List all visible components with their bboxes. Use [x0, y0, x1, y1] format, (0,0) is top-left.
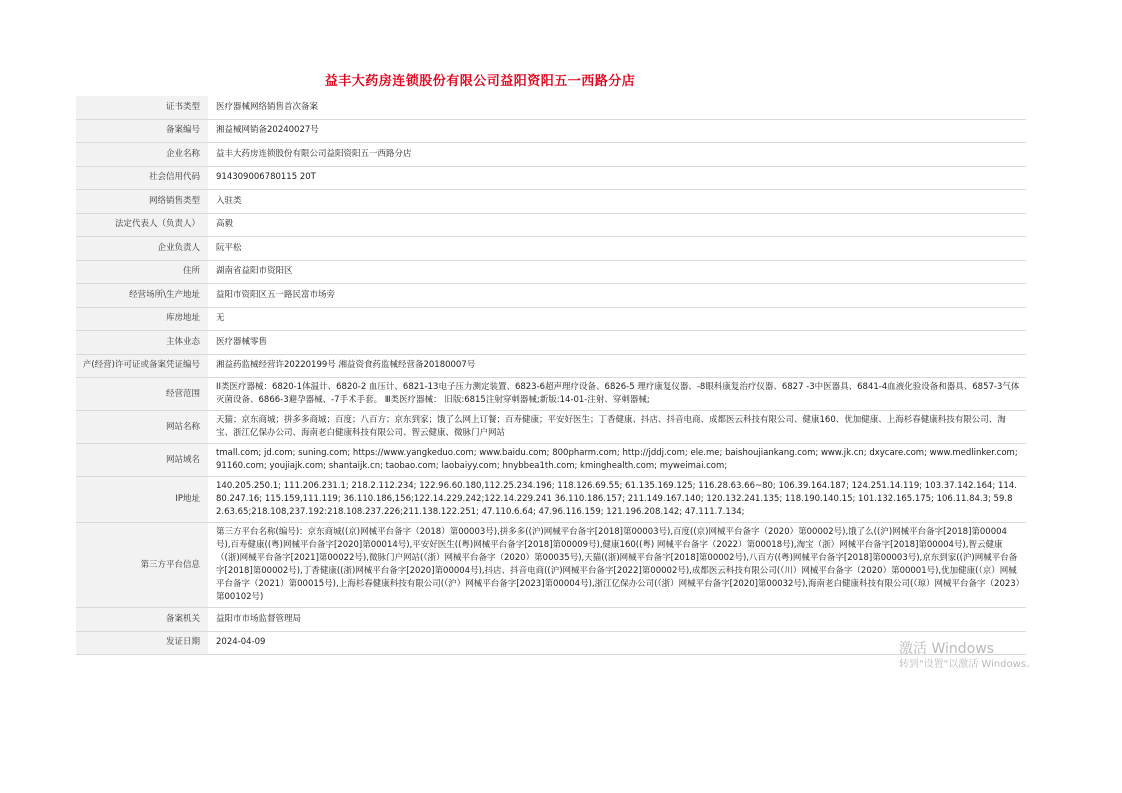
row-label: 第三方平台信息 — [76, 523, 208, 608]
row-label: 网站域名 — [76, 444, 208, 477]
row-label: 网络销售类型 — [76, 190, 208, 214]
row-label: IP地址 — [76, 477, 208, 523]
row-value: 益阳市资阳区五一路民富市场旁 — [208, 284, 1026, 308]
row-value: 益丰大药房连锁股份有限公司益阳资阳五一西路分店 — [208, 143, 1026, 167]
row-label: 产(经营)许可证或备案凭证编号 — [76, 354, 208, 378]
row-value: 湘益药监械经营许20220199号 湘益资食药监械经营备20180007号 — [208, 354, 1026, 378]
table-row — [76, 119, 1026, 143]
table-row — [76, 237, 1026, 261]
table-row — [76, 523, 1026, 608]
row-value: 第三方平台名称(编号)：京东商城((京)网械平台备字（2018）第00003号),拼多多((沪)网械平台备字[2018]第00003号),百度((京)网械平台备字（2020）第00002号),饿了么((沪)网械平台备字[2018]第00004号),百寿健康((粤)网械平台备字[2020]第00014号),平安好医生((粤)网械平台备字[2018]第00009号),健康160((粤) 网械平台备字（2022）第00018号),淘宝（浙）网械平台备字[2018]第00004号),智云健康（(浙)网械平台备字[2021]第00022号),微脉门户网站(（浙）网械平台备字（2020）第00035号),天猫((浙)网械平台备字[2018]第00002号),八百方((粤)网械平台备字[2018]第00003号),京东到家((沪)网械平台备字[2018]第00002号),丁香健康((浙)网械平台备字[2020]第00004号),抖店、抖音电商((沪)网械平台备字[2022]第00002号),成都医云科技有限公司(（川）网械平台备字（2020）第00001号),优加健康(（京）网械平台备字（2021）第00015号),上海杉春健康科技有限公司(（沪）网械平台备字[2023]第00004号),浙江亿保办公司(（浙）网械平台备字[2020]第00032号),海南老白健康科技有限公司(（琼）网械平台备字（2023）第00102号) — [208, 523, 1026, 608]
table-row — [76, 331, 1026, 355]
row-label: 企业负责人 — [76, 237, 208, 261]
row-label: 发证日期 — [76, 631, 208, 655]
row-value: 140.205.250.1; 111.206.231.1; 218.2.112.234; 122.96.60.180,112.25.234.196; 118.126.69.55; 61.135.169.125; 116.28.63.66~80; 106.39.164.187; 124.251.14.119; 103.37.142.164; 114.80.247.16; 115.159,111.119; 36.110.186,156;122.14.229.242;122.14.229.241 36.110.186.157; 211.149.167.140; 120.132.241.135; 118.190.140.15; 101.132.165.175; 106.11.84.3; 59.82.63.65;218.108,237.192:218.108.237.226;211.138.122.251; 47.110.6.64; 47.96.116.159; 121.196.208.142; 47.111.7.134; — [208, 477, 1026, 523]
row-value: 天猫；京东商城；拼多多商城；百度；八百方；京东到家；饿了么网上订餐；百寿健康；平安好医生；丁香健康、抖店、抖音电商、成都医云科技有限公司、健康160、优加健康、上海杉春健康科技有限公司、淘宝、浙江亿保办公司、海南老白健康科技有限公司、智云健康、微脉门户网站 — [208, 411, 1026, 444]
row-value: 湖南省益阳市资阳区 — [208, 260, 1026, 284]
table-row — [76, 190, 1026, 214]
row-label: 企业名称 — [76, 143, 208, 167]
watermark-title: 激活 Windows — [899, 641, 994, 657]
row-label: 经营场所\生产地址 — [76, 284, 208, 308]
record-table — [76, 96, 1026, 655]
row-label: 主体业态 — [76, 331, 208, 355]
table-row — [76, 631, 1026, 655]
row-value: tmall.com; jd.com; suning.com; https://www.yangkeduo.com; www.baidu.com; 800pharm.com; http://jddj.com; ele.me; baishoujiankang.com; www.jk.cn; dxycare.com; www.medlinker.com; 91160.com; youjiajk.com; shantaijk.cn; taobao.com; laobaiyy.com; hnybbea1th.com; kminghealth.com; myweimai.com; — [208, 444, 1026, 477]
table-row — [76, 378, 1026, 411]
table-row — [76, 444, 1026, 477]
table-row — [76, 307, 1026, 331]
row-label: 法定代表人（负责人） — [76, 213, 208, 237]
row-label: 经营范围 — [76, 378, 208, 411]
table-row — [76, 411, 1026, 444]
row-value: 入驻类 — [208, 190, 1026, 214]
table-row — [76, 284, 1026, 308]
watermark-subtitle: 转到"设置"以激活 Windows。 — [899, 659, 1037, 670]
row-value: 医疗器械零售 — [208, 331, 1026, 355]
row-label: 库房地址 — [76, 307, 208, 331]
row-value: 无 — [208, 307, 1026, 331]
row-label: 社会信用代码 — [76, 166, 208, 190]
row-label: 住所 — [76, 260, 208, 284]
row-value: 湘益械网销备20240027号 — [208, 119, 1026, 143]
row-value: 益阳市市场监督管理局 — [208, 608, 1026, 632]
page-title: 益丰大药房连锁股份有限公司益阳资阳五一西路分店 — [324, 74, 636, 89]
row-label: 证书类型 — [76, 96, 208, 119]
row-value: 914309006780115 20T — [208, 166, 1026, 190]
windows-activation-watermark — [899, 640, 1036, 671]
row-label: 备案编号 — [76, 119, 208, 143]
row-value: 高毅 — [208, 213, 1026, 237]
row-value: II类医疗器械：6820-1体温计、6820-2 血压计、6821-13电子压力测定装置、6823-6超声理疗设备、6826-5 理疗康复仪器、-8眼科康复治疗仪器、6827 -3中医器具、6841-4血液化验设备和器具、6857-3气体灭菌设备、6866-3避孕器械、-7手术手套。 Ⅲ类医疗器械： 旧版:6815注射穿刺器械;新版:14-01-注射、穿刺器械; — [208, 378, 1026, 411]
table-row — [76, 477, 1026, 523]
row-value: 医疗器械网络销售首次备案 — [208, 96, 1026, 119]
table-row — [76, 608, 1026, 632]
table-row — [76, 260, 1026, 284]
row-label: 网站名称 — [76, 411, 208, 444]
row-label: 备案机关 — [76, 608, 208, 632]
table-row — [76, 213, 1026, 237]
table-row — [76, 143, 1026, 167]
row-value: 2024-04-09 — [208, 631, 1026, 655]
table-row — [76, 166, 1026, 190]
table-row — [76, 96, 1026, 119]
table-row — [76, 354, 1026, 378]
row-value: 阮平松 — [208, 237, 1026, 261]
